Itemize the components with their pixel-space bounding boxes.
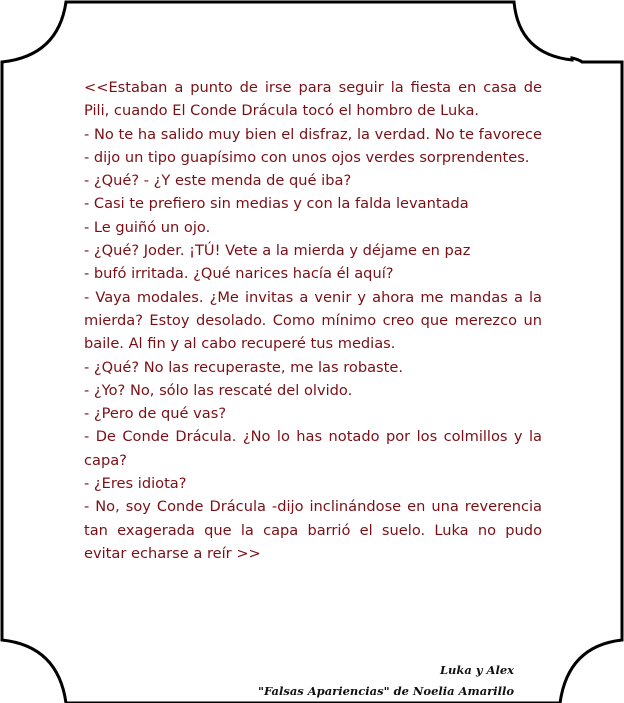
paragraph: - ¿Eres idiota?	[84, 475, 187, 493]
paragraph: - ¿Qué? No las recuperaste, me las robaste.	[84, 358, 404, 376]
credits-characters: Luka y Alex	[439, 663, 514, 677]
paragraph: - De Conde Drácula. ¿No lo has notado por los colmillos y la capa?	[84, 428, 542, 469]
paragraph: - Vaya modales. ¿Me invitas a venir y ahora me mandas a la mierda? Estoy desolado. Como mínimo creo que merezco un baile. Al fin y al cabo recuperé tus medias.	[84, 288, 542, 353]
paragraph: - ¿Pero de qué vas?	[84, 405, 227, 423]
paragraph: - Le guiñó un ojo.	[84, 218, 211, 236]
paragraph: - ¿Qué? - ¿Y este menda de qué iba?	[84, 172, 352, 190]
paragraph: - bufó irritada. ¿Qué narices hacía él aquí?	[84, 265, 394, 283]
paragraph: - ¿Yo? No, sólo las rescaté del olvido.	[84, 381, 353, 399]
paragraph: <<Estaban a punto de irse para seguir la fiesta en casa de Pili, cuando El Conde Drácula tocó el hombro de Luka.	[84, 79, 542, 120]
credits-book-author: "Falsas Apariencias" de Noelia Amarillo	[258, 684, 514, 698]
paragraph: - ¿Qué? Joder. ¡TÚ! Vete a la mierda y déjame en paz	[84, 242, 471, 260]
paragraph: - No te ha salido muy bien el disfraz, la verdad. No te favorece - dijo un tipo guapísimo con unos ojos verdes sorprendentes.	[84, 125, 542, 166]
story-excerpt	[84, 76, 542, 565]
paragraph: - No, soy Conde Drácula -dijo inclinándose en una reverencia tan exagerada que la capa barrió el suelo. Luka no pudo evitar echarse a reír >>	[84, 498, 542, 562]
paragraph: - Casi te prefiero sin medias y con la falda levantada	[84, 195, 469, 213]
credits	[258, 660, 514, 702]
